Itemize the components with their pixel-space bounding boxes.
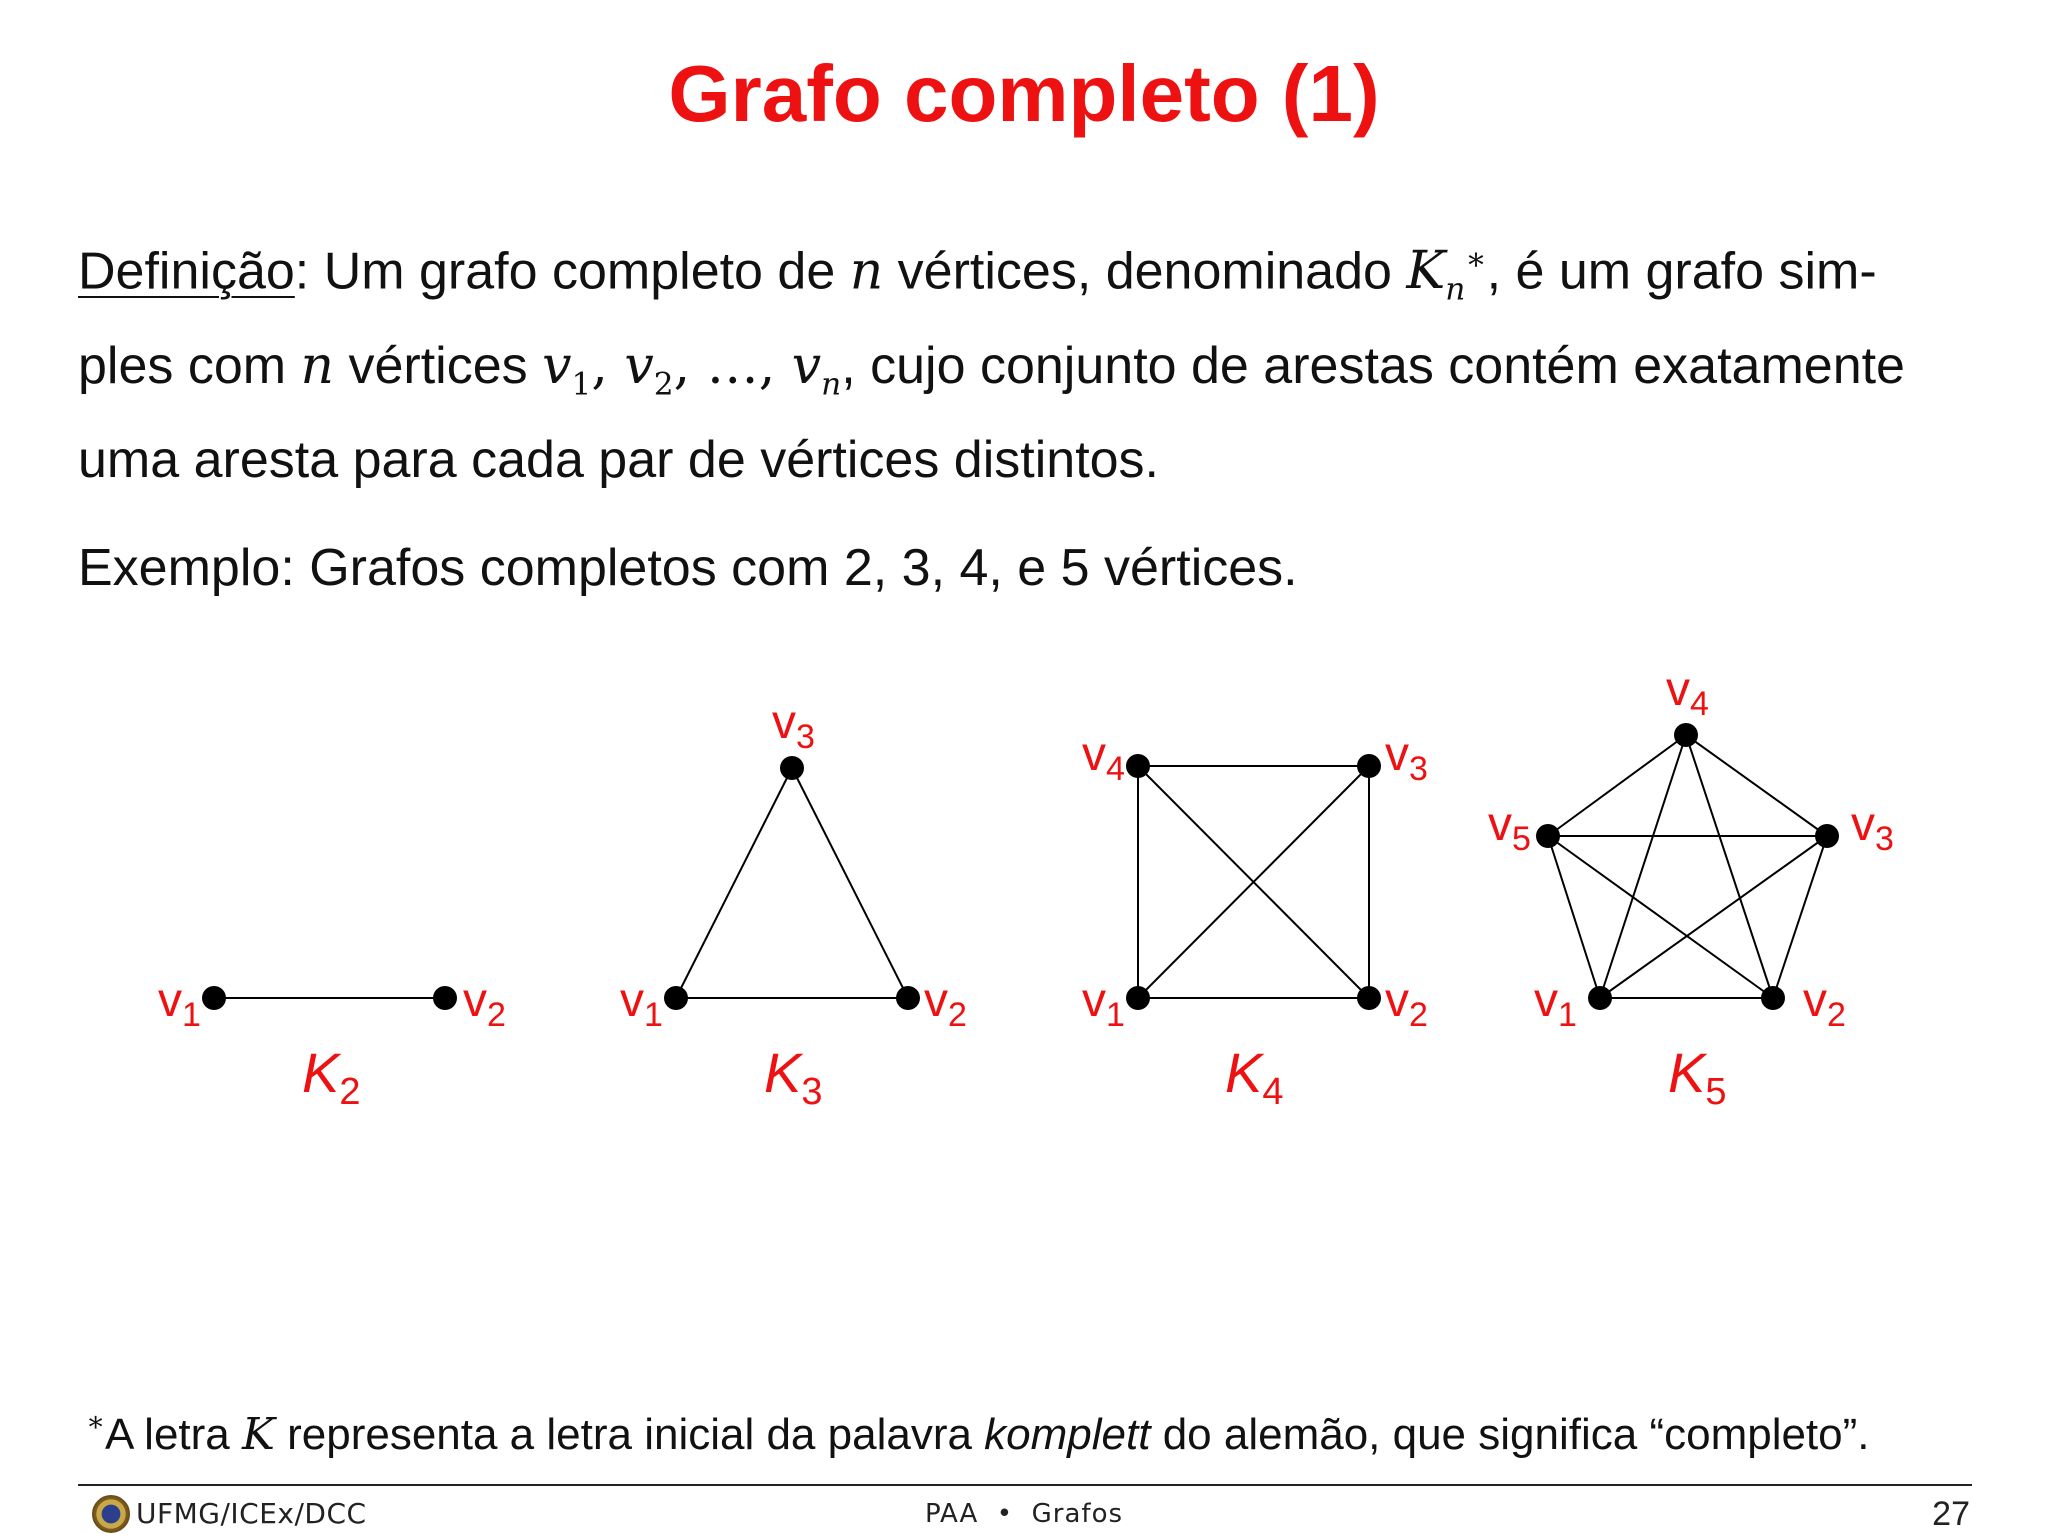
edge-v1-v4 xyxy=(1600,735,1686,998)
edge-v2-v5 xyxy=(1548,836,1773,998)
footer-center xyxy=(0,1492,2048,1536)
vertex-dot xyxy=(780,756,804,780)
graph-name-index: 2 xyxy=(339,1071,361,1113)
v-dots: … xyxy=(706,335,759,396)
v-base: v xyxy=(791,335,822,396)
vertex-label-sub: 2 xyxy=(1827,996,1846,1034)
vertex-label-base: v xyxy=(1851,798,1875,851)
edge-v1-v3 xyxy=(1600,836,1827,998)
vertex-label-base: v xyxy=(620,974,644,1027)
vertex-label-sub: 4 xyxy=(1690,685,1709,723)
vertex-label-sub: 1 xyxy=(1558,996,1577,1034)
vertex-dot xyxy=(1674,723,1698,747)
math-n: n xyxy=(849,241,884,302)
graph-name-label xyxy=(302,1041,361,1113)
edge-v2-v4 xyxy=(1686,735,1773,998)
vertex-dot xyxy=(1588,986,1612,1010)
slide-title: Grafo completo (1) xyxy=(668,49,1380,138)
footnote-text: representa a letra inicial da palavra xyxy=(274,1410,985,1459)
edge-v3-v4 xyxy=(1686,735,1827,836)
vertex-dot xyxy=(1126,754,1150,778)
vertex-label xyxy=(772,696,815,756)
footnote-text: A letra xyxy=(105,1410,242,1459)
vertex-label-base: v xyxy=(924,974,948,1027)
math-kn xyxy=(1406,241,1487,308)
vertex-label-base: v xyxy=(1488,798,1512,851)
graph-k2 xyxy=(158,974,506,1113)
vertex-label xyxy=(1534,974,1577,1034)
edge-v1-v3 xyxy=(676,768,792,998)
def-text: ples com xyxy=(78,336,301,395)
vertex-label xyxy=(1851,798,1894,858)
graph-name-label xyxy=(1668,1041,1727,1113)
vertex-label xyxy=(1082,974,1125,1034)
vertex-label xyxy=(1666,663,1709,723)
vertex-label-sub: 5 xyxy=(1512,820,1531,858)
vertex-label-base: v xyxy=(772,696,796,749)
graph-name-label xyxy=(1225,1041,1284,1113)
kn-star: ∗ xyxy=(1465,242,1487,278)
vertex-label xyxy=(1082,728,1125,788)
v-sub: 1 xyxy=(571,366,592,403)
graph-name-base: K xyxy=(1668,1041,1706,1104)
page-number: 27 xyxy=(1932,1495,1970,1533)
graph-name-index: 4 xyxy=(1262,1071,1284,1113)
graph-k4 xyxy=(1082,728,1428,1113)
definition-line-2 xyxy=(78,328,1978,422)
v-sep: , xyxy=(673,335,707,396)
footnote-word: komplett xyxy=(984,1410,1151,1459)
vertex-label-sub: 1 xyxy=(1106,996,1125,1034)
vertex-dot xyxy=(202,986,226,1010)
vertex-dot xyxy=(1357,986,1381,1010)
footer-topic: Grafos xyxy=(1031,1499,1124,1529)
v-base: v xyxy=(542,335,572,396)
kn-base: K xyxy=(1406,241,1446,302)
vertex-label-base: v xyxy=(1385,974,1409,1027)
vertex-dot xyxy=(1536,824,1560,848)
vertex-dot xyxy=(1126,986,1150,1010)
vertex-label xyxy=(158,974,201,1034)
vertex-label xyxy=(1385,974,1428,1034)
def-text: , cujo conjunto de arestas contém exatamente xyxy=(841,336,1905,395)
vertex-label-base: v xyxy=(1082,728,1106,781)
vertex-label-base: v xyxy=(1666,663,1690,716)
footer-course: PAA xyxy=(924,1499,979,1529)
vertex-label-sub: 2 xyxy=(487,996,506,1034)
vertex-label xyxy=(924,974,967,1034)
vertex-label xyxy=(1488,798,1531,858)
graph-k5 xyxy=(1488,663,1894,1113)
vertex-label-base: v xyxy=(1082,974,1106,1027)
graph-name-base: K xyxy=(764,1041,802,1104)
footnote xyxy=(86,1392,1986,1465)
v-sep: , xyxy=(591,335,625,396)
vertex-dot xyxy=(433,986,457,1010)
vertex-dot xyxy=(1761,986,1785,1010)
complete-graphs-figure xyxy=(0,660,2048,1130)
vertex-label-base: v xyxy=(463,974,487,1027)
vertex-label-sub: 1 xyxy=(182,996,201,1034)
vertex-label-base: v xyxy=(1385,728,1409,781)
footer-bullet: • xyxy=(996,1499,1014,1529)
edge-v2-v3 xyxy=(792,768,908,998)
math-n: n xyxy=(300,335,335,396)
vertex-label-sub: 2 xyxy=(948,996,967,1034)
vertex-label-sub: 2 xyxy=(1409,996,1428,1034)
definition-term: Definição xyxy=(78,242,295,301)
footnote-math-k: K xyxy=(242,1409,275,1460)
definition-paragraph xyxy=(78,222,1978,498)
v-base: v xyxy=(624,335,654,396)
vertex-label-base: v xyxy=(158,974,182,1027)
vertex-label-base: v xyxy=(1803,974,1827,1027)
vertex-dot xyxy=(664,986,688,1010)
graph-name-index: 3 xyxy=(801,1071,823,1113)
vertex-label xyxy=(463,974,506,1034)
graph-k3 xyxy=(620,696,967,1113)
v-sub: 2 xyxy=(653,366,674,403)
vertex-label xyxy=(620,974,663,1034)
vertex-label-sub: 1 xyxy=(644,996,663,1034)
vertex-dot xyxy=(896,986,920,1010)
vertex-label-sub: 3 xyxy=(796,718,815,756)
definition-line-1 xyxy=(78,222,1978,328)
def-text: : Um grafo completo de xyxy=(294,242,850,301)
def-text: vértices xyxy=(334,336,543,395)
kn-sub: n xyxy=(1445,271,1466,308)
vertex-label xyxy=(1385,728,1428,788)
vertex-label-sub: 3 xyxy=(1875,820,1894,858)
math-vertex-list xyxy=(542,335,842,403)
v-sub: n xyxy=(821,366,842,403)
vertex-label-sub: 4 xyxy=(1106,750,1125,788)
vertex-label-base: v xyxy=(1534,974,1558,1027)
v-sep: , xyxy=(758,335,792,396)
example-text: Exemplo: Grafos completos com 2, 3, 4, e 5 vértices. xyxy=(78,539,1298,597)
vertex-dot xyxy=(1357,754,1381,778)
edge-v4-v5 xyxy=(1548,735,1686,836)
graph-name-base: K xyxy=(302,1041,340,1104)
definition-line-3: uma aresta para cada par de vértices distintos. xyxy=(78,431,1160,490)
footer-rule xyxy=(78,1484,1972,1486)
graph-name-label xyxy=(764,1041,823,1113)
footnote-star: ∗ xyxy=(86,1405,106,1438)
def-text: , é um grafo sim- xyxy=(1486,242,1877,301)
footer-institution: UFMG/ICEx/DCC xyxy=(136,1497,367,1530)
vertex-label xyxy=(1803,974,1846,1034)
vertex-label-sub: 3 xyxy=(1409,750,1428,788)
graph-name-index: 5 xyxy=(1705,1071,1727,1113)
footnote-text: do alemão, que significa “completo”. xyxy=(1150,1410,1870,1459)
vertex-dot xyxy=(1815,824,1839,848)
graph-name-base: K xyxy=(1225,1041,1263,1104)
def-text: vértices, denominado xyxy=(883,242,1407,301)
